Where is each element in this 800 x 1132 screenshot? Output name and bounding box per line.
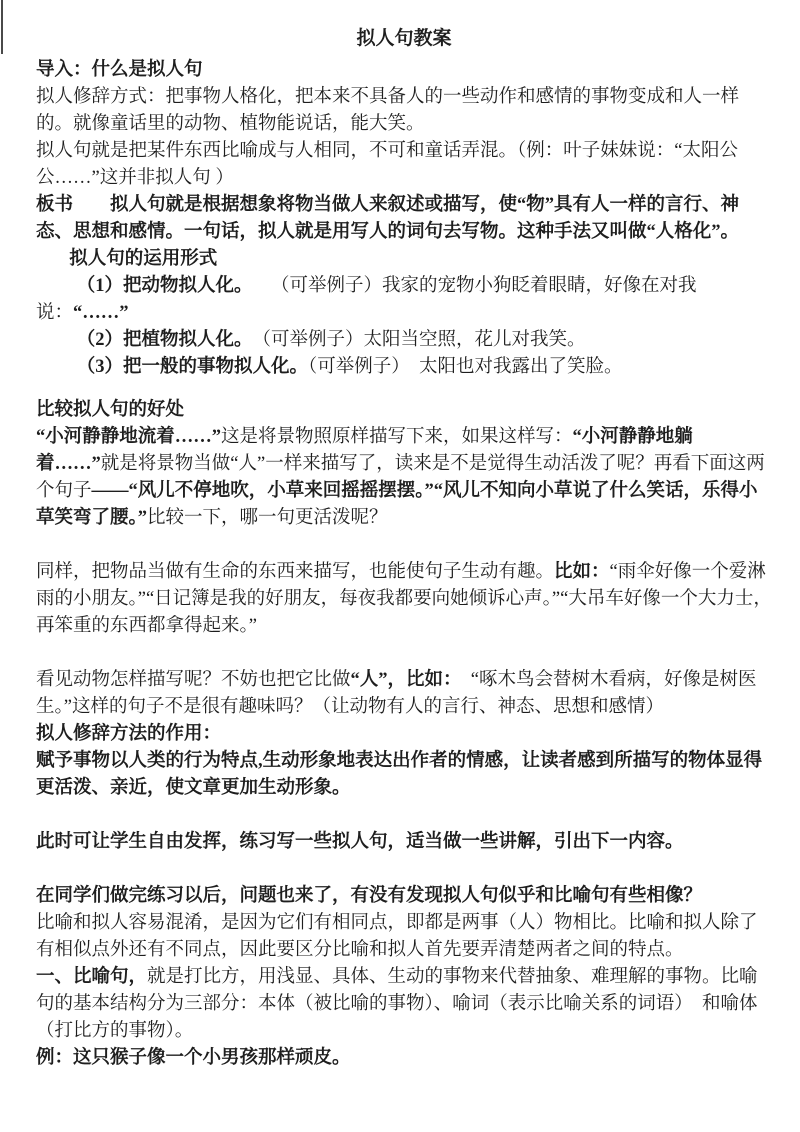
text-run: 这是将景物照原样描写下来，如果这样写：	[221, 427, 573, 448]
text-run: “雨伞好像一个爱淋雨的小朋友。”“日记簿是我的好朋友，每夜我都要向她倾诉心声。”“大吊车好像一个大力士，再笨重的东西都拿得起来。”	[36, 562, 772, 637]
paragraph-compare	[36, 424, 772, 532]
paragraph-definition	[36, 84, 772, 138]
text-run: 拟人句就是把某件东西比喻成与人相同，不可和童话弄混。（例：叶子妹妹说：“太阳公公……”这并非拟人句 ）	[36, 141, 738, 188]
text-run: 就是将景物当做“人”一样来描写了，读来是不是觉得生动活泼了呢？再看下面这两个句子	[36, 454, 765, 502]
list-item-2	[36, 327, 772, 354]
paragraph-banshu	[36, 192, 772, 246]
text-run: “啄木鸟会替树木看病，好像是树医生。”这样的句子不是很有趣味吗？（让动物有人的言行、神态、思想和感情）	[36, 670, 757, 718]
paragraph-function	[36, 748, 772, 802]
document-body	[36, 57, 772, 1072]
text-run: （可举例子）我家的宠物小狗眨着眼睛，好像在对我说：	[36, 276, 697, 323]
text-run: 比如：	[554, 562, 610, 583]
paragraph-practice	[36, 829, 772, 856]
text-run: 赋予事物以人类的行为特点,生动形象地表达出作者的情感，让读者感到所描写的物体显得更活泼、亲近，使文章更加生动形象。	[36, 751, 763, 799]
text-run: 板书 拟人句就是根据想象将物当做人来叙述或描写，使“物”具有人一样的言行、神态、思想和感情。一句话，拟人就是用写人的词句去写物。这种手法又叫做“人格化”。	[36, 195, 740, 242]
text-run: 在同学们做完练习以后，问题也来了，有没有发现拟人句似乎和比喻句有些相像？	[36, 886, 703, 907]
text-run: 拟人句的运用形式	[69, 249, 218, 269]
paragraph-question	[36, 883, 772, 910]
document-title: 拟人句教案	[356, 28, 452, 49]
text-run: 导入：什么是拟人句	[36, 60, 203, 80]
text-run: 拟人修辞方式：把事物人格化，把本来不具备人的一些动作和感情的事物变成和人一样的。就像童话里的动物、植物能说话，能大笑。	[36, 87, 740, 134]
paragraph-metaphor	[36, 964, 772, 1045]
blank-line	[36, 640, 772, 667]
text-run: 此时可让学生自由发挥，练习写一些拟人句，适当做一些讲解，引出下一内容。	[36, 832, 684, 853]
text-run: 一、比喻句，	[36, 967, 148, 988]
text-run: “小河静静地躺着……”	[36, 427, 693, 475]
text-run: （可举例子） 太阳也对我露出了笑脸。	[307, 357, 623, 377]
paragraph-confusion	[36, 910, 772, 964]
example-line	[36, 1045, 772, 1072]
text-run: 例：这只猴子像一个小男孩那样顽皮。	[36, 1048, 351, 1069]
text-run: 比喻和拟人容易混淆，是因为它们有相同点，即都是两事（人）物相比。比喻和拟人除了有相似点外还有不同点，因此要区分比喻和拟人首先要弄清楚两者之间的特点。	[36, 913, 758, 961]
text-run: ——“风儿不停地吹，小草来回摇摇摆摆。”“风儿不知向小草说了什么笑话，乐得小草笑弯了腰。”	[36, 481, 758, 529]
text-run: 看见动物怎样描写呢？不妨也把它比做	[36, 670, 351, 691]
paragraph-animals	[36, 667, 772, 721]
section-heading-function	[36, 721, 772, 748]
text-run: 同样，把物品当做有生命的东西来描写，也能使句子生动有趣。	[36, 562, 555, 583]
text-run: 比较一下，哪一句更活泼呢？	[147, 508, 388, 529]
text-run: 就是打比方，用浅显、具体、生动的事物来代替抽象、难理解的事物。比喻句的基本结构分为三部分：本体（被比喻的事物）、喻词（表示比喻关系的词语） 和喻体（打比方的事物）。	[36, 967, 758, 1042]
text-run: （1）把动物拟人化。	[76, 276, 244, 296]
text-run: 比较拟人句的好处	[36, 400, 185, 421]
list-item-1	[36, 273, 772, 327]
text-run: （可举例子）太阳当空照，花儿对我笑。	[243, 330, 586, 350]
blank-line	[36, 802, 772, 829]
subheading-usage-forms	[36, 246, 772, 273]
blank-line	[36, 532, 772, 559]
paragraph-objects	[36, 559, 772, 640]
blank-line	[36, 856, 772, 883]
text-run: “人”，比如：	[350, 670, 453, 691]
text-run: （3）把一般的事物拟人化。	[76, 357, 308, 377]
paragraph-note	[36, 138, 772, 192]
text-run: “小河静静地流着……”	[36, 427, 222, 448]
section-heading-compare	[36, 397, 772, 424]
text-run: 拟人修辞方法的作用：	[36, 724, 222, 745]
list-item-3	[36, 354, 772, 381]
text-run: “……”	[73, 303, 129, 323]
text-run: （2）把植物拟人化。	[76, 330, 244, 350]
scan-edge-artifact	[1, 0, 3, 54]
intro-heading	[36, 57, 772, 84]
blank-line	[36, 381, 772, 397]
